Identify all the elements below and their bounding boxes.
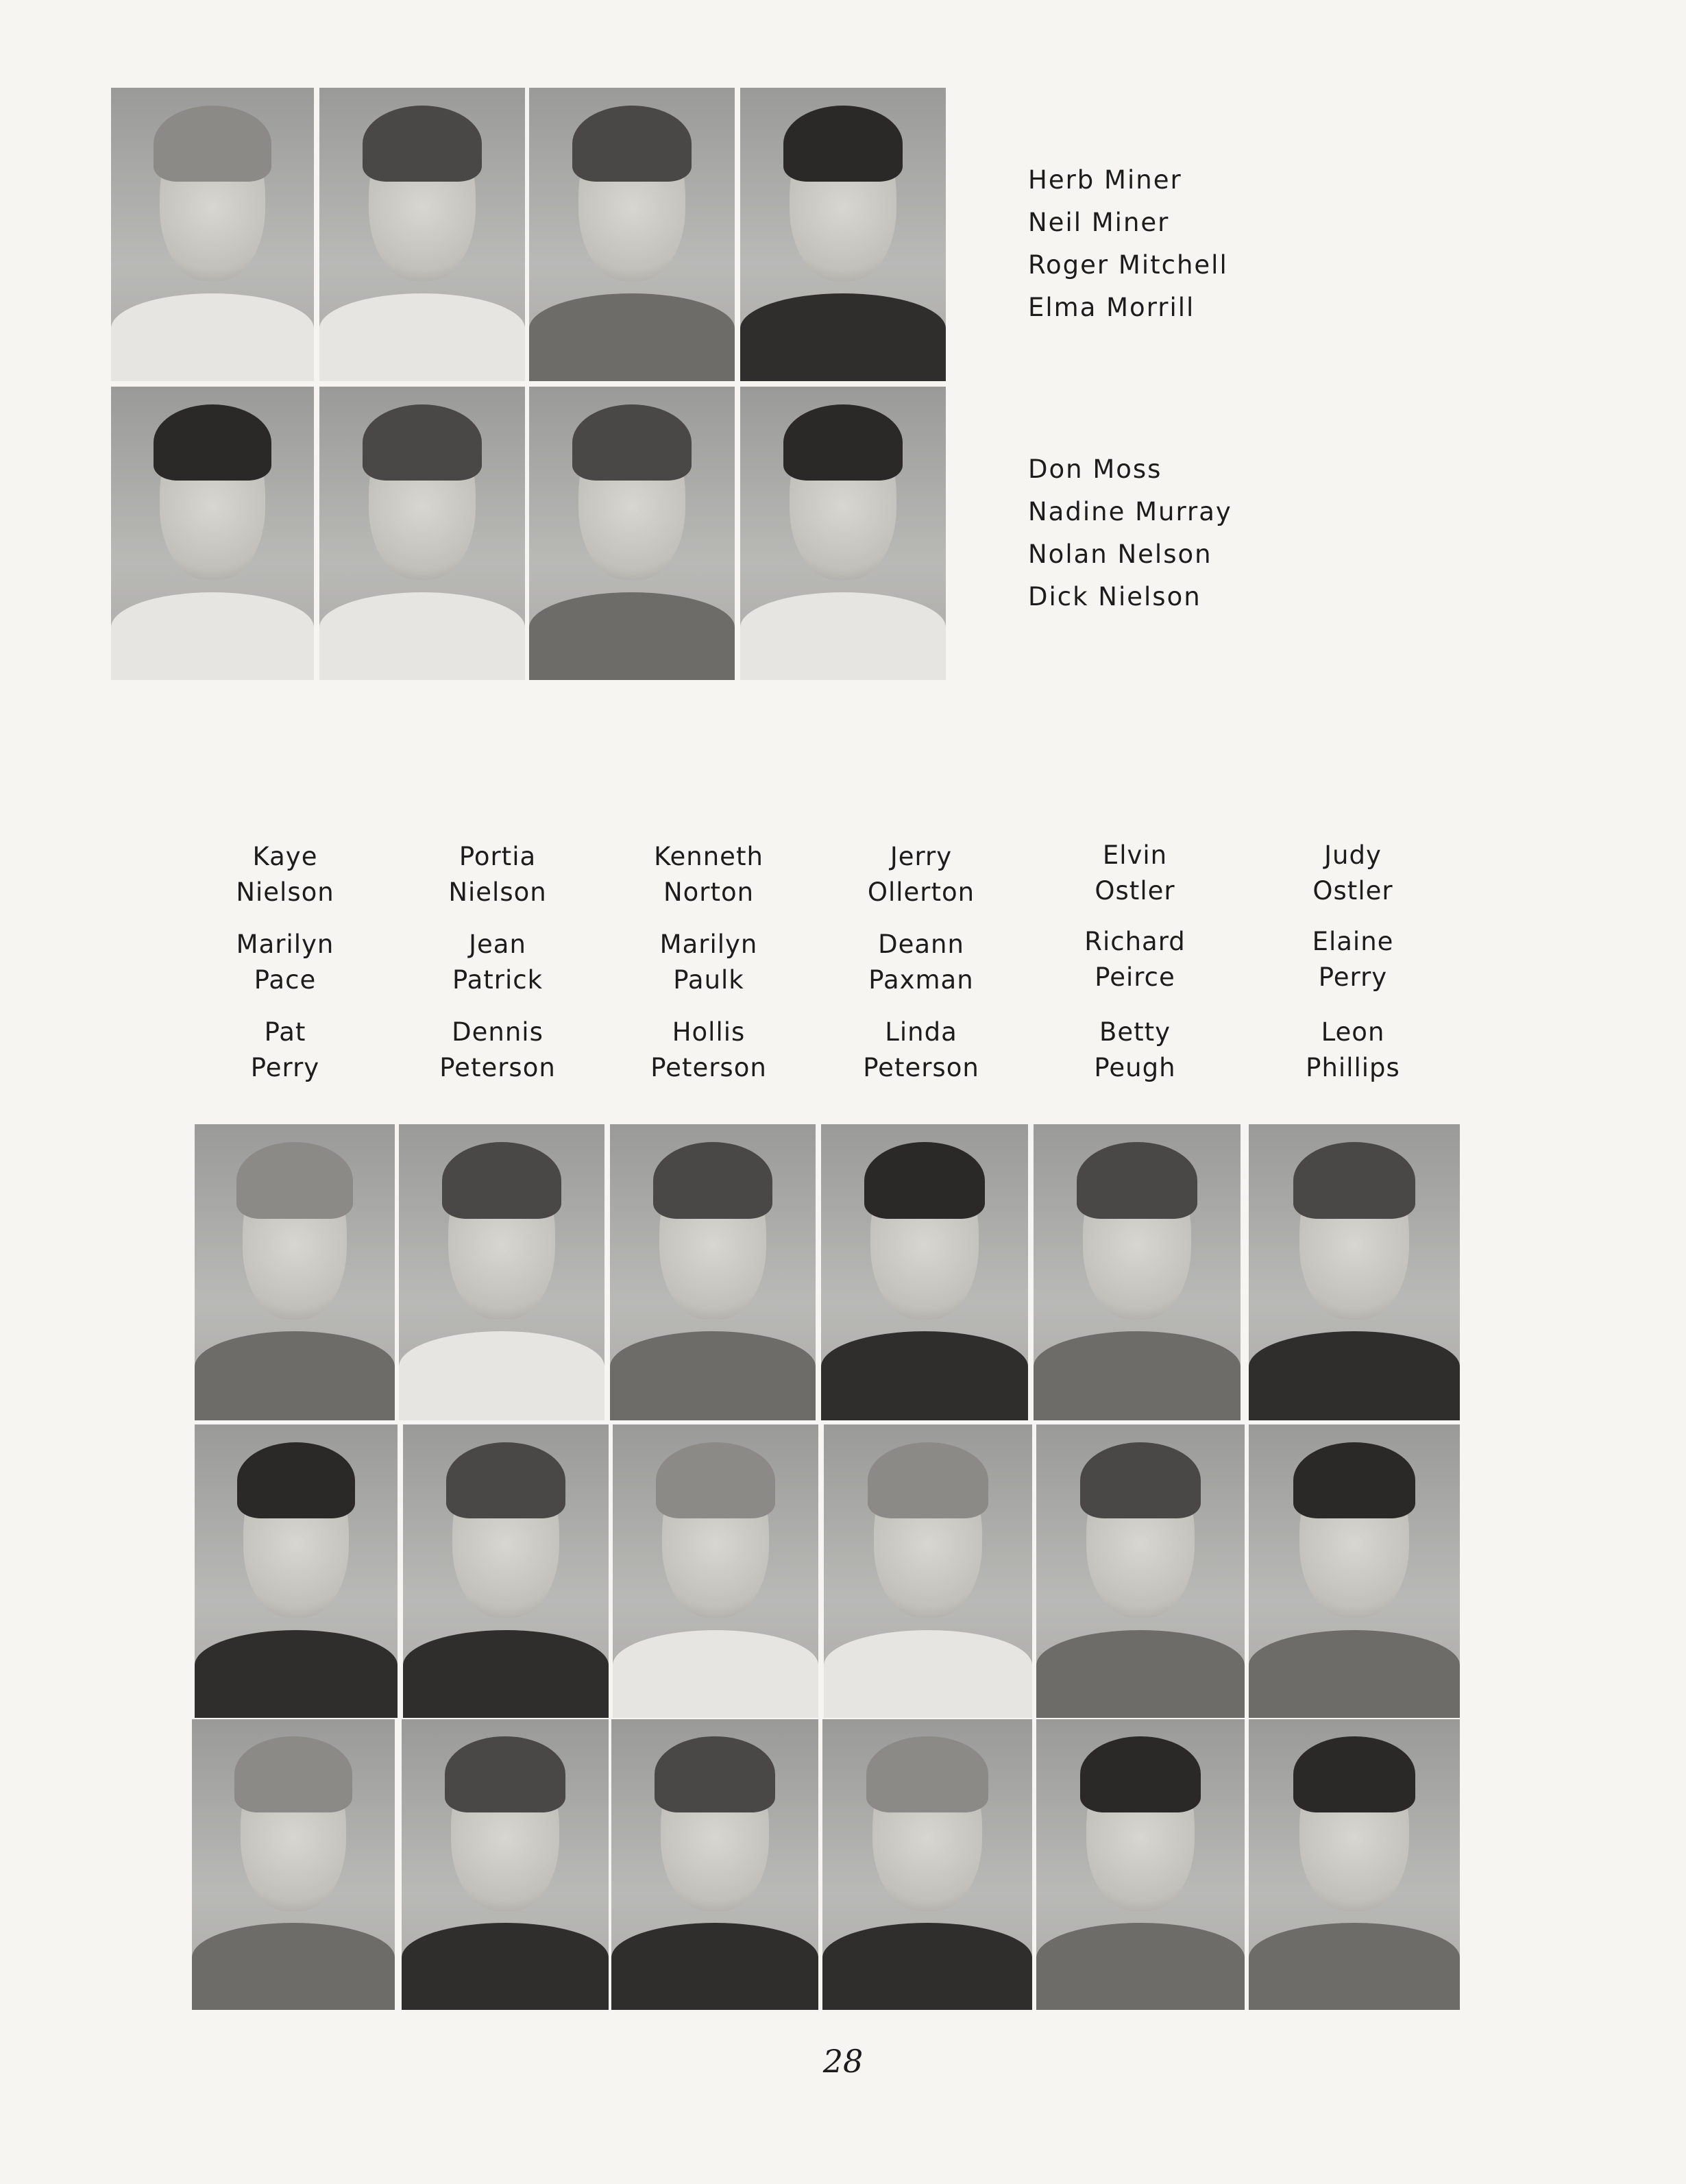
last-name: Perry — [1318, 962, 1388, 992]
student-name: Elma Morrill — [1028, 293, 1195, 322]
last-name: Peterson — [863, 1053, 979, 1082]
student-name: Don Moss — [1028, 454, 1162, 484]
student-name — [818, 839, 1024, 910]
last-name: Nielson — [448, 877, 547, 907]
portrait-photo — [402, 1719, 609, 2010]
first-name: Pat — [264, 1017, 306, 1047]
student-name — [1250, 838, 1456, 909]
page-number: 28 — [822, 2043, 864, 2080]
student-name — [818, 1015, 1024, 1086]
first-name: Hollis — [672, 1017, 746, 1047]
student-name — [182, 1015, 388, 1086]
first-name: Judy — [1324, 840, 1382, 870]
first-name: Marilyn — [236, 930, 334, 959]
last-name: Norton — [663, 877, 755, 907]
student-name — [606, 839, 811, 910]
student-name — [1250, 1015, 1456, 1086]
student-name — [1250, 924, 1456, 995]
last-name: Phillips — [1306, 1053, 1400, 1082]
portrait-photo — [111, 387, 314, 680]
portrait-photo — [1249, 1719, 1460, 2010]
last-name: Peirce — [1095, 962, 1175, 992]
portrait-photo — [403, 1424, 609, 1718]
student-name — [182, 927, 388, 998]
portrait-photo — [529, 88, 735, 381]
portrait-photo — [1036, 1424, 1245, 1718]
first-name: Deann — [878, 930, 964, 959]
portrait-photo — [399, 1124, 604, 1420]
portrait-photo — [613, 1424, 818, 1718]
student-name: Dick Nielson — [1028, 582, 1201, 611]
first-name: Betty — [1099, 1017, 1171, 1047]
portrait-photo — [529, 387, 735, 680]
first-name: Kaye — [252, 842, 318, 871]
first-name: Portia — [459, 842, 537, 871]
first-name: Kenneth — [654, 842, 763, 871]
first-name: Elaine — [1312, 927, 1394, 956]
first-name: Dennis — [452, 1017, 543, 1047]
portrait-photo — [1249, 1424, 1460, 1718]
portrait-photo — [740, 88, 946, 381]
last-name: Ostler — [1095, 876, 1175, 906]
student-name — [395, 839, 600, 910]
last-name: Ostler — [1312, 876, 1393, 906]
student-name — [182, 839, 388, 910]
portrait-photo — [195, 1124, 395, 1420]
name-list — [1028, 159, 1228, 329]
student-name — [606, 927, 811, 998]
student-name: Nolan Nelson — [1028, 539, 1212, 569]
last-name: Peugh — [1094, 1053, 1176, 1082]
last-name: Pace — [254, 965, 317, 995]
student-name — [1032, 838, 1238, 909]
portrait-photo — [1036, 1719, 1245, 2010]
student-name — [818, 927, 1024, 998]
last-name: Nielson — [236, 877, 334, 907]
last-name: Perry — [250, 1053, 320, 1082]
portrait-photo — [1034, 1124, 1241, 1420]
portrait-photo — [821, 1124, 1028, 1420]
portrait-photo — [195, 1424, 398, 1718]
first-name: Richard — [1084, 927, 1186, 956]
portrait-photo — [1249, 1124, 1460, 1420]
first-name: Elvin — [1102, 840, 1168, 870]
last-name: Peterson — [439, 1053, 556, 1082]
last-name: Paxman — [868, 965, 974, 995]
portrait-photo — [192, 1719, 395, 2010]
portrait-photo — [611, 1719, 818, 2010]
student-name — [395, 1015, 600, 1086]
portrait-photo — [111, 88, 314, 381]
last-name: Peterson — [650, 1053, 767, 1082]
student-name: Nadine Murray — [1028, 497, 1232, 526]
portrait-photo — [822, 1719, 1032, 2010]
first-name: Jean — [469, 930, 526, 959]
student-name: Neil Miner — [1028, 208, 1170, 237]
student-name — [1032, 924, 1238, 995]
name-list — [1028, 448, 1232, 618]
first-name: Linda — [885, 1017, 957, 1047]
student-name: Herb Miner — [1028, 165, 1182, 195]
first-name: Jerry — [890, 842, 953, 871]
student-name: Roger Mitchell — [1028, 250, 1228, 280]
last-name: Paulk — [673, 965, 744, 995]
student-name — [1032, 1015, 1238, 1086]
portrait-photo — [319, 387, 525, 680]
portrait-photo — [740, 387, 946, 680]
last-name: Patrick — [452, 965, 543, 995]
portrait-photo — [610, 1124, 816, 1420]
first-name: Marilyn — [659, 930, 758, 959]
portrait-photo — [319, 88, 525, 381]
portrait-photo — [824, 1424, 1032, 1718]
first-name: Leon — [1321, 1017, 1385, 1047]
student-name — [395, 927, 600, 998]
last-name: Ollerton — [867, 877, 975, 907]
student-name — [606, 1015, 811, 1086]
